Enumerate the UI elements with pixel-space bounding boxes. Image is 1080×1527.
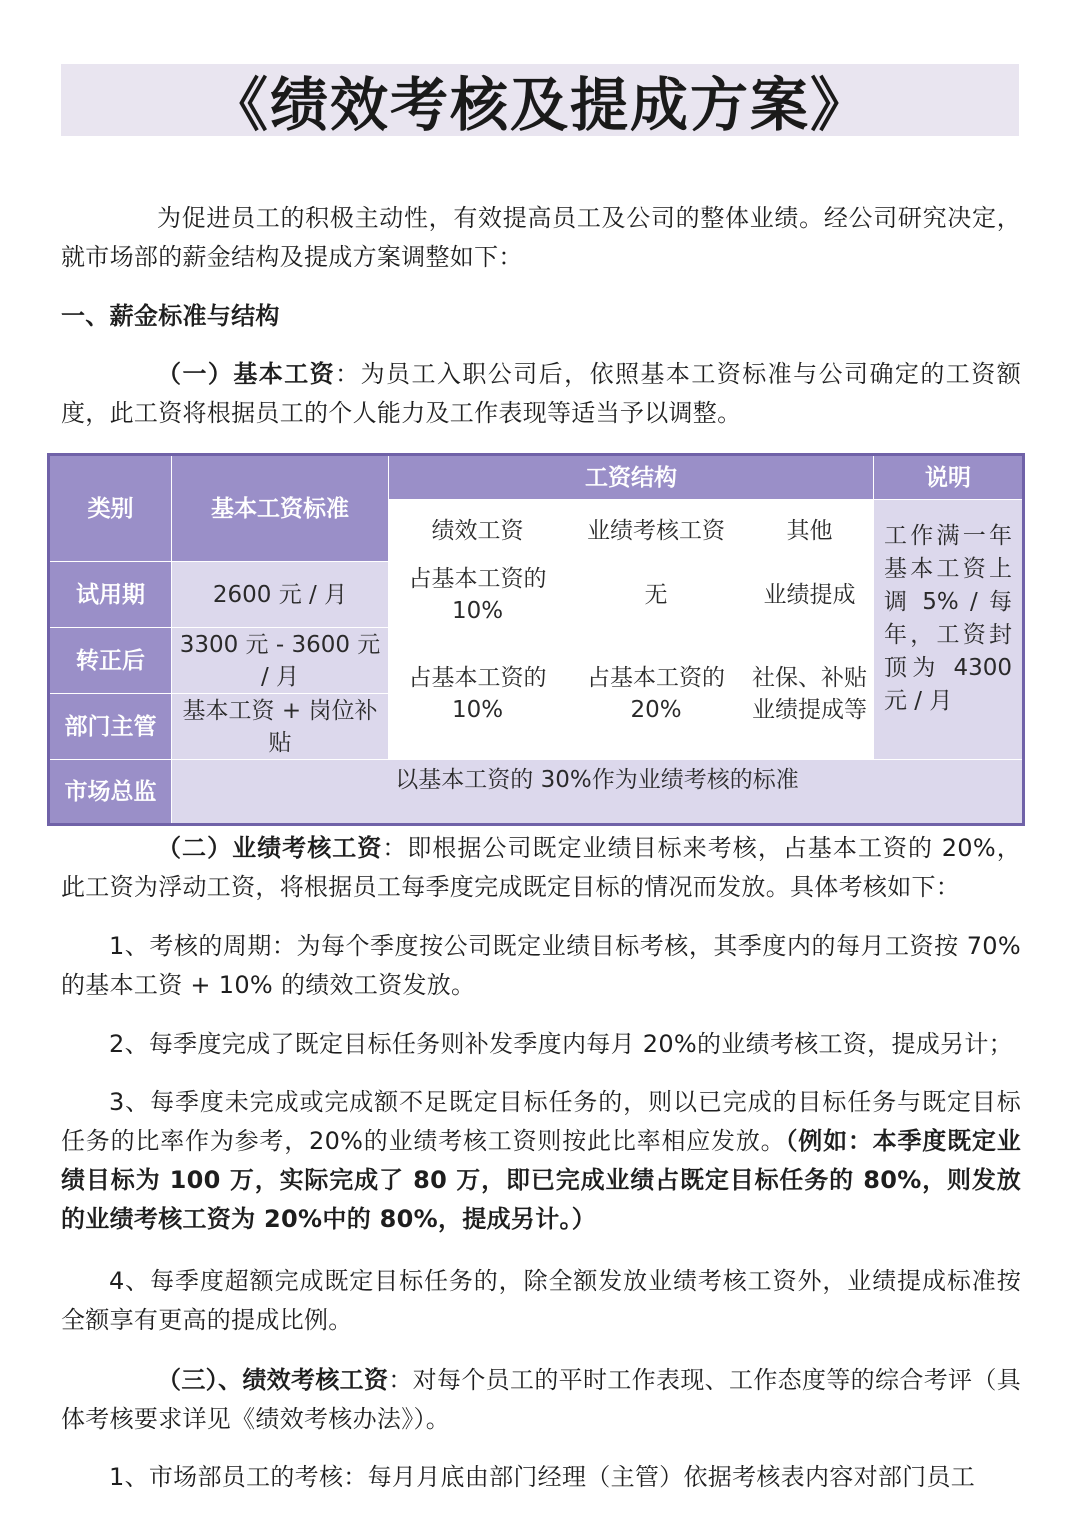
document-title: 《绩效考核及提成方案》 <box>209 71 870 139</box>
performance-wage-paragraph <box>61 1361 1021 1439</box>
header-performance-pay: 绩效工资 <box>389 500 567 562</box>
row-category: 试用期 <box>49 562 172 628</box>
title-banner <box>61 64 1019 139</box>
shared-assessment: 占基本工资的 20% <box>567 628 746 760</box>
table-row <box>49 760 1024 825</box>
row-basic: 2600 元 / 月 <box>172 562 389 628</box>
assessment-wage-label: （二）业绩考核工资 <box>157 834 383 862</box>
row-category: 转正后 <box>49 628 172 694</box>
row-category: 市场总监 <box>49 760 172 825</box>
section1-heading: 一、薪金标准与结构 <box>61 302 280 330</box>
row-other: 业绩提成 <box>746 562 874 628</box>
header-basic-standard: 基本工资标准 <box>172 455 389 562</box>
list-item: 4、每季度超额完成既定目标任务的，除全额发放业绩考核工资外，业绩提成标准按全额享有更高的提成比例。 <box>61 1267 1021 1334</box>
row-performance: 占基本工资的 10% <box>389 562 567 628</box>
assessment-wage-paragraph <box>61 829 1021 907</box>
row-category: 部门主管 <box>49 694 172 760</box>
item3-example: （例如：本季度既定业绩目标为 100 万，实际完成了 80 万，即已完成业绩占既定目标任务的 80%，则发放的业绩考核工资为 20%中的 80%，提成另计。） <box>61 1127 1022 1233</box>
list-item: 2、每季度完成了既定目标任务则补发季度内每月 20%的业绩考核工资，提成另计； <box>109 1030 1013 1058</box>
salary-structure-table <box>47 453 1025 826</box>
header-structure: 工资结构 <box>389 455 874 500</box>
performance-wage-label: （三）、绩效考核工资 <box>157 1366 389 1394</box>
basic-wage-paragraph <box>61 355 1021 433</box>
list-item: 1、考核的周期：为每个季度按公司既定业绩目标考核，其季度内的每月工资按 70% 的基本工资 + 10% 的绩效工资发放。 <box>61 932 1021 999</box>
header-category: 类别 <box>49 455 172 562</box>
row-basic: 基本工资 + 岗位补贴 <box>172 694 389 760</box>
list-item: 1、市场部员工的考核：每月月底由部门经理（主管）依据考核表内容对部门员工 <box>109 1463 976 1491</box>
basic-wage-label: （一）基本工资 <box>157 360 336 388</box>
shared-performance: 占基本工资的 10% <box>389 628 567 760</box>
intro-paragraph: 为促进员工的积极主动性，有效提高员工及公司的整体业绩。经公司研究决定，就市场部的薪金结构及提成方案调整如下： <box>61 204 1021 271</box>
item3-normal: 3、每季度未完成或完成额不足既定目标任务的，则以已完成的目标任务与既定目标任务的比率作为参考，20%的业绩考核工资则按此比率相应发放。 <box>61 1088 1021 1155</box>
header-other: 其他 <box>746 500 874 562</box>
header-note: 说明 <box>874 455 1024 500</box>
assessment-wage-text: ：即根据公司既定业绩目标来考核，占基本工资的 20%，此工资为浮动工资，将根据员工每季度完成既定目标的情况而发放。具体考核如下： <box>61 834 1021 901</box>
header-assessment-pay: 业绩考核工资 <box>567 500 746 562</box>
basic-wage-text: ：为员工入职公司后，依照基本工资标准与公司确定的工资额度，此工资将根据员工的个人能力及工作表现等适当予以调整。 <box>61 360 1021 427</box>
row-assessment: 无 <box>567 562 746 628</box>
row-merged: 以基本工资的 30%作为业绩考核的标准 <box>172 760 1024 825</box>
table-header-row <box>49 455 1024 500</box>
row-basic: 3300 元 - 3600 元 / 月 <box>172 628 389 694</box>
note-cell: 工作满一年基本工资上调 5% / 每年，工资封顶为 4300 元 / 月 <box>874 500 1024 760</box>
list-item <box>61 1083 1021 1239</box>
shared-other: 社保、补贴业绩提成等 <box>746 628 874 760</box>
performance-wage-text: ：对每个员工的平时工作表现、工作态度等的综合考评（具体考核要求详见《绩效考核办法》）。 <box>61 1366 1021 1433</box>
